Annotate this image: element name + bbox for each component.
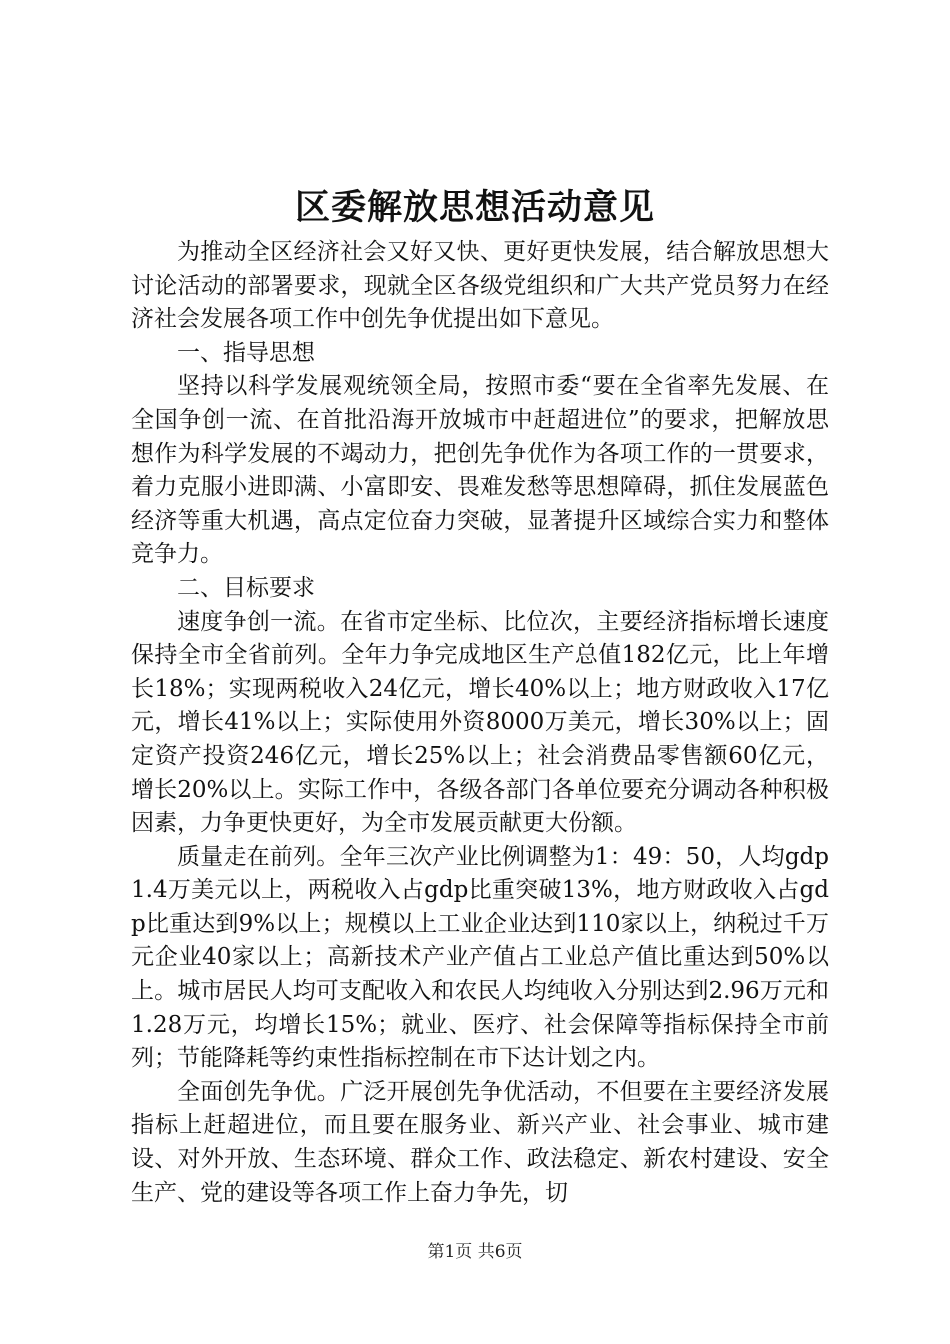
page-total: 共6页 (477, 1242, 523, 1262)
section-heading-guiding-thought: 一、指导思想 (177, 339, 315, 366)
page-footer (0, 1240, 950, 1264)
paragraph-intro: 为推动全区经济社会又好又快、更好更快发展，结合解放思想大讨论活动的部署要求，现就全区各级党组织和广大共产党员努力在经济社会发展各项工作中创先争优提出如下意见。 (131, 239, 829, 333)
paragraph-comprehensive-goals: 全面创先争优。广泛开展创先争优活动，不但要在主要经济发展指标上赶超进位，而且要在服务业、新兴产业、社会事业、城市建设、对外开放、生态环境、群众工作、政法稳定、新农村建设、安全生产、党的建设等各项工作上奋力争先，切 (131, 1078, 829, 1206)
paragraph-speed-goals: 速度争创一流。在省市定坐标、比位次，主要经济指标增长速度保持全市全省前列。全年力争完成地区生产总值182亿元，比上年增长18%；实现两税收入24亿元，增长40%以上；地方财政收入17亿元，增长41%以上；实际使用外资8000万美元，增长30%以上；固定资产投资246亿元，增长25%以上；社会消费品零售额60亿元，增长20%以上。实际工作中，各级各部门各单位要充分调动各种积极因素，力争更快更好，为全市发展贡献更大份额。 (131, 608, 829, 837)
document-body (131, 236, 829, 1210)
section-heading-goals: 二、目标要求 (177, 574, 315, 601)
page-number: 第1页 (427, 1242, 473, 1262)
document-title: 区委解放思想活动意见 (294, 187, 655, 228)
paragraph-quality-goals: 质量走在前列。全年三次产业比例调整为1：49：50，人均gdp1.4万美元以上，两税收入占gdp比重突破13%，地方财政收入占gdp比重达到9%以上；规模以上工业企业达到110家以上，纳税过千万元企业40家以上；高新技术产业产值占工业总产值比重达到50%以上。城市居民人均可支配收入和农民人均纯收入分别达到2.96万元和1.28万元，均增长15%；就业、医疗、社会保障等指标保持全市前列；节能降耗等约束性指标控制在市下达计划之内。 (131, 843, 829, 1072)
paragraph-guiding-thought: 坚持以科学发展观统领全局，按照市委“要在全省率先发展、在全国争创一流、在首批沿海开放城市中赶超进位”的要求，把解放思想作为科学发展的不竭动力，把创先争优作为各项工作的一贯要求，着力克服小进即满、小富即安、畏难发愁等思想障碍，抓住发展蓝色经济等重大机遇，高点定位奋力突破，显著提升区域综合实力和整体竞争力。 (131, 373, 829, 568)
